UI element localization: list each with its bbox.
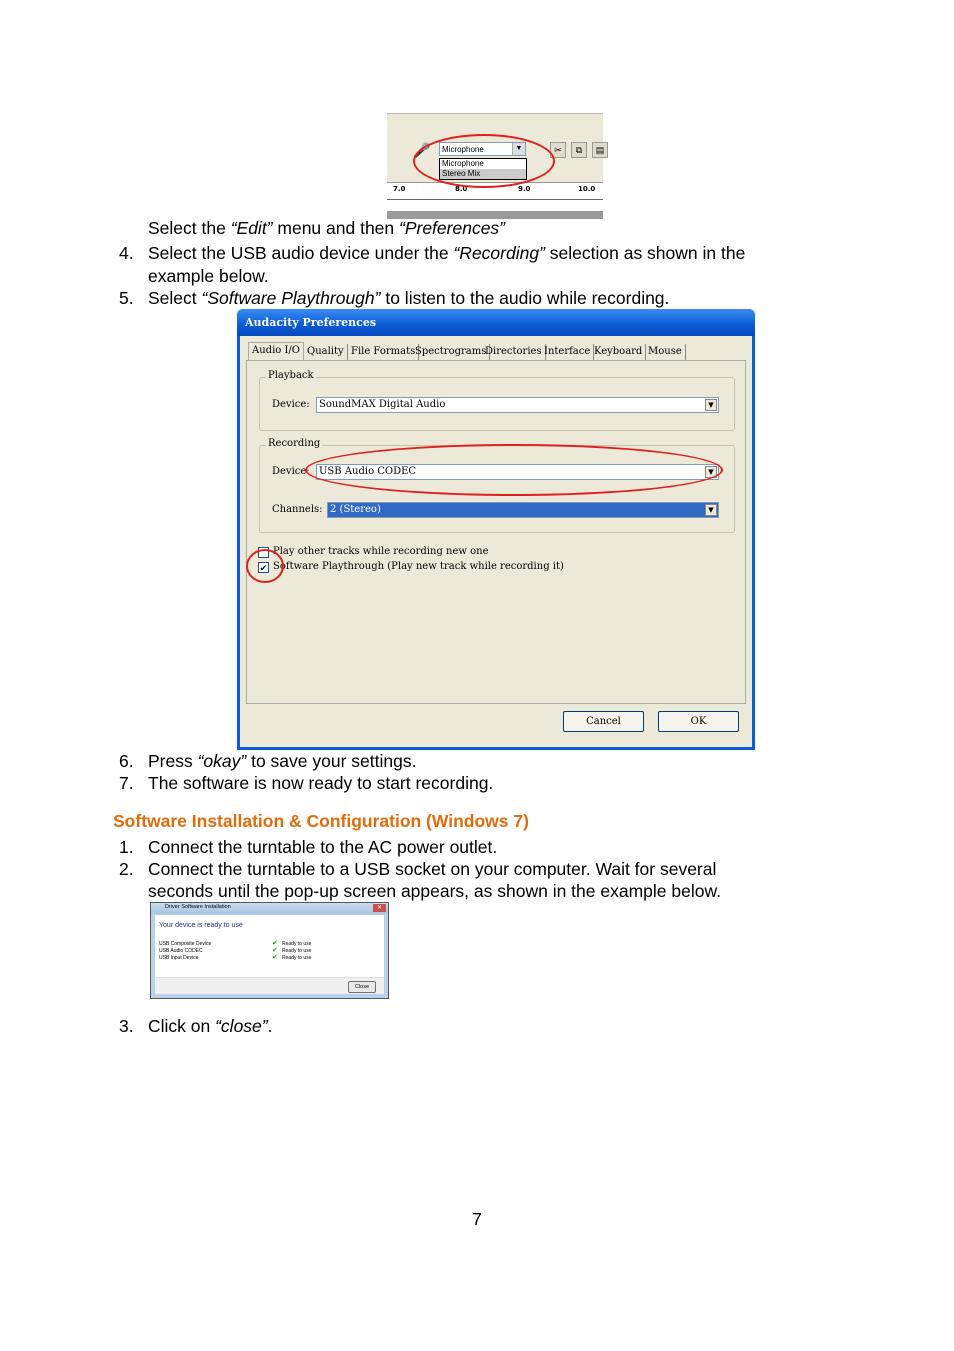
audio-io-panel xyxy=(246,360,746,704)
instruction-win7-step-2: Connect the turntable to a USB socket on your computer. Wait for several xyxy=(148,859,717,879)
highlight-circle xyxy=(413,134,555,188)
list-number: 2. xyxy=(119,859,134,879)
chevron-down-icon[interactable]: ▼ xyxy=(705,399,717,411)
instruction-step-4: Select the USB audio device under the “Recording” selection as shown in the xyxy=(148,243,746,263)
microphone-icon: 🎤 xyxy=(413,142,431,158)
instruction-win7-step-3: Click on “close”. xyxy=(148,1016,273,1036)
list-number: 7. xyxy=(119,773,134,793)
device-status: Ready to use xyxy=(282,955,312,961)
paste-icon[interactable]: ▤ xyxy=(592,142,608,158)
list-number: 1. xyxy=(119,837,134,857)
instruction-step-6: Press “okay” to save your settings. xyxy=(148,751,417,771)
play-other-tracks-label: Play other tracks while recording new one xyxy=(273,546,489,557)
dialog-title: Driver Software Installation xyxy=(165,904,231,910)
device-status: Ready to use xyxy=(282,941,312,947)
dialog-footer xyxy=(155,977,384,994)
tab-directories[interactable]: Directories xyxy=(482,344,546,360)
instruction-step-4-cont: example below. xyxy=(148,266,269,286)
list-number: 6. xyxy=(119,751,134,771)
dialog-titlebar[interactable] xyxy=(151,903,388,914)
device-status: Ready to use xyxy=(282,948,312,954)
chevron-down-icon[interactable]: ▼ xyxy=(512,143,525,155)
dialog-content xyxy=(155,915,384,994)
playback-device-value: SoundMAX Digital Audio xyxy=(319,399,446,410)
tab-keyboard[interactable]: Keyboard xyxy=(591,344,646,360)
driver-install-dialog xyxy=(150,902,389,999)
list-number: 5. xyxy=(119,288,134,308)
tab-spectrograms[interactable]: Spectrograms xyxy=(412,344,490,360)
tab-file-formats[interactable]: File Formats xyxy=(348,344,419,360)
list-number: 4. xyxy=(119,243,134,263)
close-button[interactable]: Close xyxy=(348,981,376,993)
recording-device-value: USB Audio CODEC xyxy=(319,466,417,477)
chevron-down-icon[interactable]: ▼ xyxy=(705,504,717,516)
highlight-circle xyxy=(305,444,723,496)
dialog-heading: Your device is ready to use xyxy=(159,922,243,929)
ok-button[interactable]: OK xyxy=(658,711,739,732)
channels-value: 2 (Stereo) xyxy=(330,504,381,515)
instruction-step-5: Select “Software Playthrough” to listen to the audio while recording. xyxy=(148,288,670,308)
recording-label: Recording xyxy=(268,438,321,449)
ruler-tick: 7.0 xyxy=(393,185,406,193)
ruler-scale xyxy=(387,199,603,200)
ruler-tick: 8.0 xyxy=(455,185,468,193)
playback-group xyxy=(259,370,735,431)
dialog-titlebar[interactable] xyxy=(237,309,755,336)
list-number: 3. xyxy=(119,1016,134,1036)
input-source-value: Microphone xyxy=(442,145,484,154)
list-item[interactable]: Stereo Mix xyxy=(440,169,526,179)
page-number: 7 xyxy=(472,1209,482,1229)
copy-icon[interactable]: ⧉ xyxy=(571,142,587,158)
dialog-title: Audacity Preferences xyxy=(245,316,377,329)
check-icon: ✔ xyxy=(272,947,278,954)
device-name: USB Composite Device xyxy=(159,941,212,947)
instruction-win7-step-1: Connect the turntable to the AC power outlet. xyxy=(148,837,498,857)
instruction-edit-preferences: Select the “Edit” menu and then “Preferences” xyxy=(148,218,506,238)
cut-icon[interactable]: ✂ xyxy=(550,142,566,158)
section-heading: Software Installation & Configuration (Windows 7) xyxy=(113,811,529,831)
ruler-tick: 10.0 xyxy=(578,185,596,193)
tab-mouse[interactable]: Mouse xyxy=(645,344,686,360)
ruler-tick: 9.0 xyxy=(518,185,531,193)
channels-label: Channels: xyxy=(272,504,323,515)
playback-device-select[interactable] xyxy=(316,397,719,413)
highlight-circle xyxy=(246,549,284,583)
close-icon[interactable]: ✕ xyxy=(373,904,386,912)
instruction-step-7: The software is now ready to start recording. xyxy=(148,773,494,793)
instruction-win7-step-2-cont: seconds until the pop-up screen appears, as shown in the example below. xyxy=(148,881,721,901)
tab-interface[interactable]: Interface xyxy=(541,344,594,360)
dialog-body xyxy=(240,336,752,747)
window-controls xyxy=(358,904,386,912)
check-icon: ✔ xyxy=(259,563,268,573)
tab-audio-io[interactable]: Audio I/O xyxy=(248,342,304,361)
recording-device-label: Device: xyxy=(272,466,310,477)
device-name: USB Input Device xyxy=(159,955,199,961)
preferences-dialog xyxy=(237,309,755,750)
list-item[interactable]: Microphone xyxy=(442,159,484,168)
channels-select[interactable] xyxy=(327,502,719,518)
playback-device-label: Device: xyxy=(272,399,310,410)
cancel-button[interactable]: Cancel xyxy=(563,711,644,732)
device-name: USB Audio CODEC xyxy=(159,948,203,954)
tab-quality[interactable]: Quality xyxy=(304,344,348,360)
chevron-down-icon[interactable]: ▼ xyxy=(705,466,717,478)
toolbar-screenshot xyxy=(387,113,603,218)
software-playthrough-label: Software Playthrough (Play new track while recording it) xyxy=(273,561,564,572)
check-icon: ✔ xyxy=(272,954,278,961)
check-icon: ✔ xyxy=(272,940,278,947)
playback-label: Playback xyxy=(268,370,314,381)
